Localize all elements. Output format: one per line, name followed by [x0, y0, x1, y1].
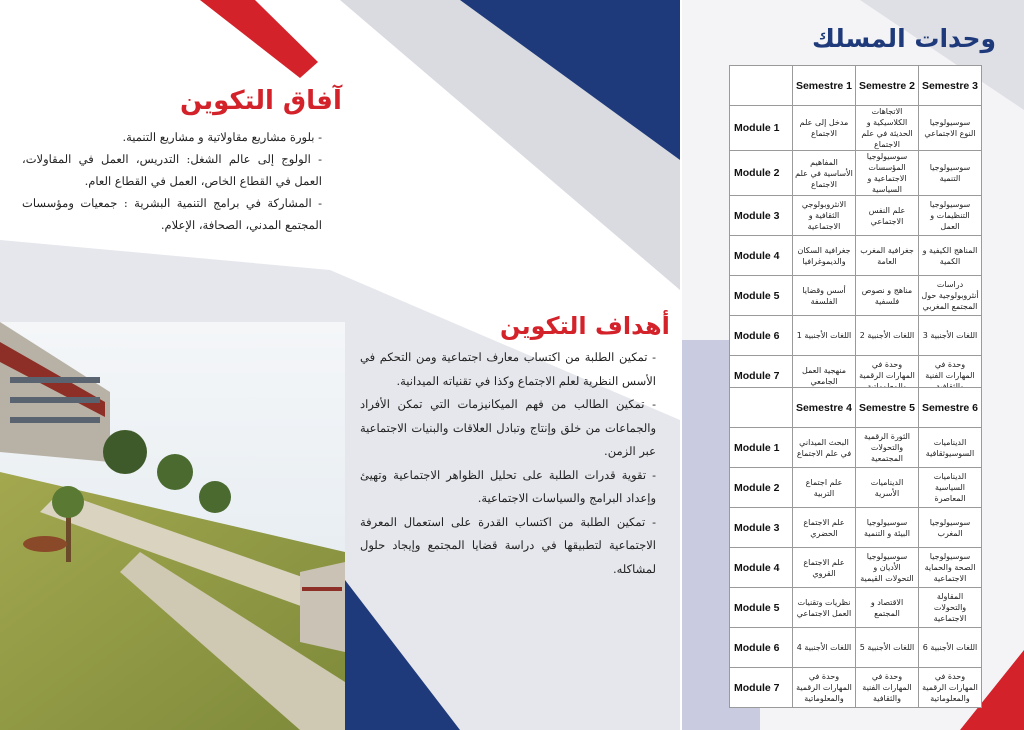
- table-cell: نظريات وتقنيات العمل الاجتماعي: [793, 588, 856, 628]
- table-row: [730, 276, 982, 316]
- table-cell: الديناميات الأسرية: [856, 468, 919, 508]
- semester-header: Semestre 6: [919, 388, 982, 428]
- table-cell: وحدة في المهارات الرقمية والمعلوماتية: [919, 668, 982, 708]
- table-row: [730, 668, 982, 708]
- table-cell: جغرافية المغرب العامة: [856, 236, 919, 276]
- goals-item: - تقوية قدرات الطلبة على تحليل الظواهر الاجتماعية وتهيئ وإعداد البرامج والسياسات الاجتماعية.: [360, 467, 656, 505]
- module-label: Module 2: [730, 468, 793, 508]
- table-cell: المفاهيم الأساسية في علم الاجتماع: [793, 151, 856, 196]
- table-cell: اللغات الأجنبية 6: [919, 628, 982, 668]
- table-cell: سوسيولوجيا التنظيمات و العمل: [919, 196, 982, 236]
- table-cell: الاقتصاد و المجتمع: [856, 588, 919, 628]
- table-cell: اللغات الأجنبية 4: [793, 628, 856, 668]
- table-cell: الديناميات السوسيوثقافية: [919, 428, 982, 468]
- table-cell: الانثروبولوجي الثقافية و الاجتماعية: [793, 196, 856, 236]
- table-cell: البحث الميداني في علم الاجتماع: [793, 428, 856, 468]
- table-cell: منهجية العمل الجامعي: [793, 356, 856, 396]
- semester-header: Semestre 5: [856, 388, 919, 428]
- horizons-item: - بلورة مشاريع مقاولاتية و مشاريع التنمية.: [122, 130, 322, 144]
- table-cell: المقاولة والتحولات الاجتماعية: [919, 588, 982, 628]
- table-cell: علم النفس الاجتماعي: [856, 196, 919, 236]
- module-label: Module 3: [730, 196, 793, 236]
- modules-title: وحدات المسلك: [812, 24, 997, 53]
- module-label: Module 4: [730, 236, 793, 276]
- module-label: Module 2: [730, 151, 793, 196]
- table-cell: اللغات الأجنبية 2: [856, 316, 919, 356]
- table-cell: سوسيولوجيا الصحة والحماية الاجتماعية: [919, 548, 982, 588]
- table-cell: وحدة في المهارات الرقمية: [856, 356, 919, 396]
- table-corner: [730, 388, 793, 428]
- table-corner: [730, 66, 793, 106]
- table-cell: علم اجتماع التربية: [793, 468, 856, 508]
- module-label: Module 6: [730, 316, 793, 356]
- semester-header: Semestre 1: [793, 66, 856, 106]
- module-label: Module 5: [730, 276, 793, 316]
- table-cell: الديناميات السياسية المعاصرة: [919, 468, 982, 508]
- module-label: Module 5: [730, 588, 793, 628]
- horizons-title: آفاق التكوين: [180, 86, 342, 116]
- table-cell: سوسيولوجيا البيئة و التنمية: [856, 508, 919, 548]
- table-cell: وحدة في المهارات الرقمية والمعلوماتية: [793, 668, 856, 708]
- table-row: [730, 508, 982, 548]
- goals-item: - تمكين الطالب من فهم الميكانيزمات التي تمكن الأفراد والجماعات من خلق وإنتاج وتبادل العلاقات والبنيات الاجتماعية عبر الزمن.: [360, 397, 656, 458]
- table-cell: سوسيولوجيا المغرب: [919, 508, 982, 548]
- module-label: Module 3: [730, 508, 793, 548]
- semester-header: Semestre 2: [856, 66, 919, 106]
- table-header-row: [730, 388, 982, 428]
- table-cell: سوسيولوجيا التنمية: [919, 151, 982, 196]
- table-row: [730, 628, 982, 668]
- goals-item: - تمكين الطلبة من اكتساب معارف اجتماعية ومن التحكم في الأسس النظرية لعلم الاجتماع وكذا في تقنياته الميدانية.: [360, 350, 656, 388]
- table-cell: علم الاجتماع القروي: [793, 548, 856, 588]
- table-row: [730, 151, 982, 196]
- table-cell: المناهج الكيفية و الكمية: [919, 236, 982, 276]
- modules-table-s1-s3: [729, 65, 982, 396]
- module-label: Module 1: [730, 106, 793, 151]
- table-cell: اللغات الأجنبية 1: [793, 316, 856, 356]
- table-cell: أسس وقضايا الفلسفة: [793, 276, 856, 316]
- semester-header: Semestre 4: [793, 388, 856, 428]
- table-cell: سوسيولوجيا الأديان و التحولات القيمية: [856, 548, 919, 588]
- modules-table-s4-s6: [729, 387, 982, 708]
- horizons-item: - المشاركة في برامج التنمية البشرية : جمعيات ومؤسسات المجتمع المدني، الصحافة، الإعلام.: [22, 196, 322, 232]
- table-cell: مناهج و نصوص فلسفية: [856, 276, 919, 316]
- table-cell: وحدة في المهارات الفنية والثقافية: [856, 668, 919, 708]
- horizons-item: - الولوج إلى عالم الشغل: التدريس، العمل في المقاولات، العمل في القطاع الخاص، العمل في القطاع العام.: [22, 152, 322, 188]
- table-row: [730, 548, 982, 588]
- table-row: [730, 428, 982, 468]
- module-label: Module 4: [730, 548, 793, 588]
- table-row: [730, 196, 982, 236]
- horizons-list: [22, 126, 322, 236]
- red-stripe-top: [200, 0, 318, 78]
- campus-photo-art: [0, 322, 345, 730]
- goals-item: - تمكين الطلبة من اكتساب القدرة على استعمال المعرفة الاجتماعية لتطبيقها في دراسة قضايا المجتمع وإيجاد حلول لمشاكله.: [360, 514, 656, 576]
- module-label: Module 6: [730, 628, 793, 668]
- table-cell: الثورة الرقمية والتحولات المجتمعية: [856, 428, 919, 468]
- table-cell: جغرافية السكان والديموغرافيا: [793, 236, 856, 276]
- module-label: Module 7: [730, 668, 793, 708]
- table-row: [730, 106, 982, 151]
- goals-list: [360, 346, 656, 581]
- table-cell: اللغات الأجنبية 5: [856, 628, 919, 668]
- table-cell: اللغات الأجنبية 3: [919, 316, 982, 356]
- table-cell: سوسيولوجيا المؤسسات الاجتماعية و السياسية: [856, 151, 919, 196]
- table-row: [730, 468, 982, 508]
- module-label: Module 1: [730, 428, 793, 468]
- table-cell: سوسيولوجيا النوع الاجتماعي: [919, 106, 982, 151]
- table-row: [730, 588, 982, 628]
- table-row: [730, 236, 982, 276]
- table-cell: مدخل إلى علم الاجتماع: [793, 106, 856, 151]
- module-label: Module 7: [730, 356, 793, 396]
- table-row: [730, 316, 982, 356]
- goals-title: أهداف التكوين: [500, 312, 670, 340]
- table-cell: علم الاجتماع الحضري: [793, 508, 856, 548]
- semester-header: Semestre 3: [919, 66, 982, 106]
- campus-photo: [0, 322, 345, 730]
- table-header-row: [730, 66, 982, 106]
- table-cell: الاتجاهات الكلاسيكية و الحديثة في علم الاجتماع: [856, 106, 919, 151]
- table-cell: دراسات أنثروبولوجية حول المجتمع المغربي: [919, 276, 982, 316]
- table-cell: وحدة في المهارات الفنية: [919, 356, 982, 396]
